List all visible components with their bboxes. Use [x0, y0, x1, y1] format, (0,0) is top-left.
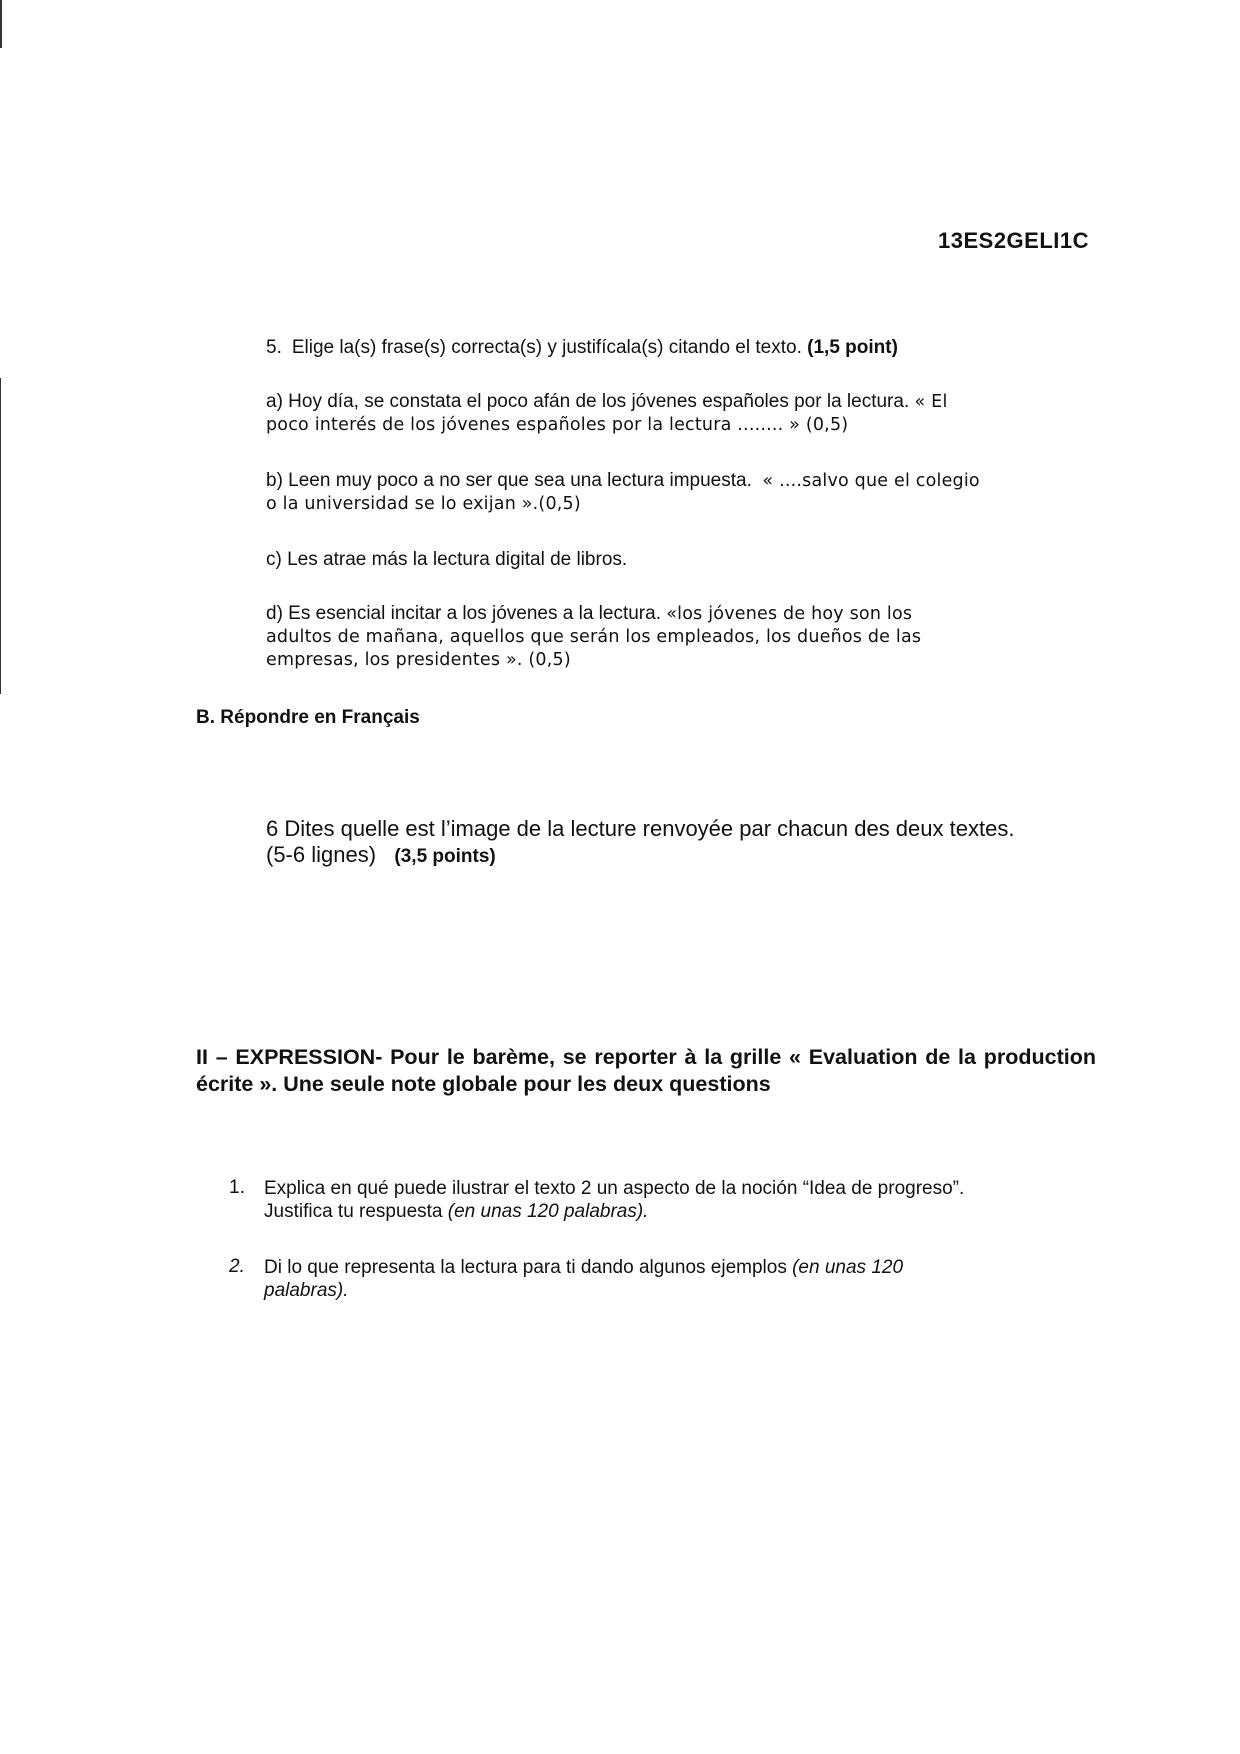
option-text: c) Les atrae más la lectura digital de libros. — [266, 549, 628, 570]
question-prompt: Elige la(s) frase(s) correcta(s) y justifícala(s) citando el texto. — [291, 337, 802, 358]
section-b-title: B. Répondre en Français — [196, 707, 420, 728]
expression-item-2 — [264, 1256, 1084, 1302]
expression-2-italic: palabras). — [264, 1280, 349, 1301]
option-quote: poco interés de los jóvenes españoles por la lectura ........ » (0,5) — [266, 415, 849, 435]
option-quote: « ....salvo que el colegio — [762, 471, 980, 491]
expression-item-1 — [264, 1177, 1084, 1223]
scan-edge-mark — [0, 378, 1, 694]
option-text: a) Hoy día, se constata el poco afán de los jóvenes españoles por la lectura. — [266, 391, 910, 412]
answer-option-b — [266, 469, 1106, 516]
option-quote: empresas, los presidentes ». (0,5) — [266, 650, 571, 670]
option-text: b) Leen muy poco a no ser que sea una lectura impuesta. — [266, 470, 752, 491]
question-number: 5. — [266, 337, 282, 358]
question-6-points: (3,5 points) — [394, 846, 496, 867]
expression-1-line: Justifica tu respuesta — [264, 1201, 443, 1222]
question-6-text: 6 Dites quelle est l’image de la lecture renvoyée par chacun des deux textes. — [266, 816, 1015, 841]
option-quote: adultos de mañana, aquellos que serán los empleados, los dueños de las — [266, 627, 922, 647]
expression-1-line: Explica en qué puede ilustrar el texto 2 un aspecto de la noción “Idea de progreso”. — [264, 1178, 965, 1199]
option-quote: «los jóvenes de hoy son los — [666, 604, 913, 624]
option-quote: o la universidad se lo exijan ».(0,5) — [266, 494, 581, 514]
expression-1-italic: (en unas 120 palabras). — [447, 1201, 649, 1222]
expression-2-number: 2. — [229, 1256, 245, 1277]
option-text: d) Es esencial incitar a los jóvenes a la lectura. — [266, 603, 661, 624]
answer-option-a — [266, 390, 1106, 437]
expression-2-line: Di lo que representa la lectura para ti dando algunos ejemplos — [264, 1257, 787, 1278]
scan-edge-mark — [0, 0, 2, 48]
question-5 — [266, 336, 1106, 359]
question-6 — [266, 816, 1106, 870]
exam-code: 13ES2GELI1C — [938, 228, 1090, 253]
expression-1-number: 1. — [229, 1177, 245, 1198]
question-points: (1,5 point) — [807, 337, 898, 358]
option-quote: « El — [914, 392, 948, 412]
answer-option-c — [266, 548, 1106, 571]
answer-option-d — [266, 602, 1106, 672]
expression-2-italic: (en unas 120 — [792, 1257, 904, 1278]
section-2-expression: II – EXPRESSION- Pour le barème, se reporter à la grille « Evaluation de la production écrite ». Une seule note globale pour les deux questions — [196, 1045, 1096, 1096]
question-6-lines: (5-6 lignes) — [266, 842, 377, 867]
